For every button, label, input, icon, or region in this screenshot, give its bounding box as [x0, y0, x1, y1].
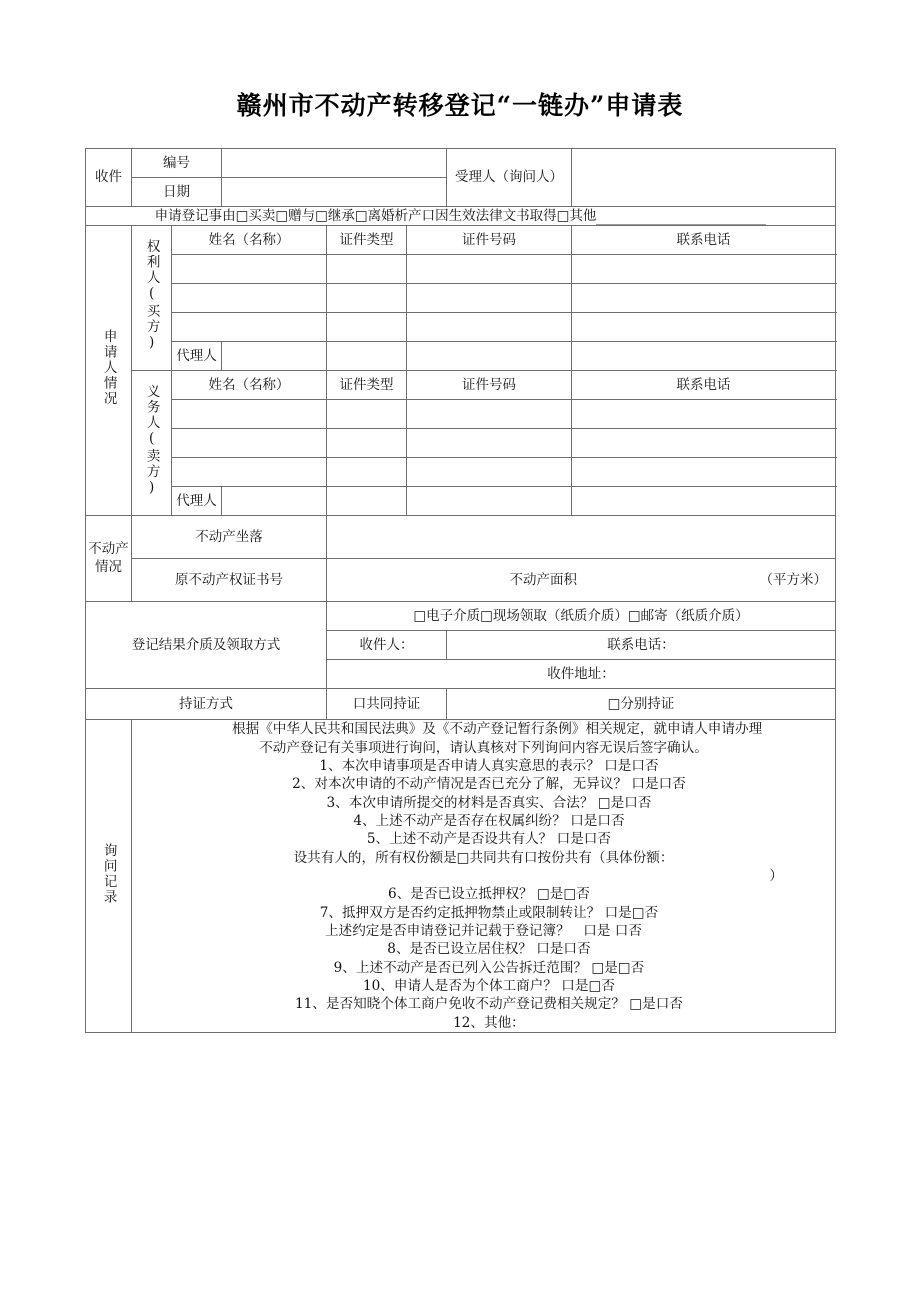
delivery-phone-label: 联系电话：: [607, 637, 675, 654]
inquiry-preamble-line2: 不动产登记有关事项进行询问，请认真核对下列询问内容无误后签字确认。: [259, 739, 708, 756]
rightholder-1-name[interactable]: [172, 284, 327, 313]
reason-prefix: 申请登记事由: [154, 208, 236, 224]
obligor-1-id-number[interactable]: [407, 429, 572, 458]
property-location-label: 不动产坐落: [132, 516, 327, 559]
delivery-option-1-box[interactable]: □: [480, 608, 493, 625]
inquiry-item-8: [132, 940, 835, 958]
reason-option-0-box[interactable]: □: [235, 208, 249, 224]
rightholder-2-phone[interactable]: [572, 313, 836, 342]
inquiry-item-7-no[interactable]: □否: [631, 904, 659, 921]
inquiry-item-1-no[interactable]: 口否: [631, 757, 659, 774]
obligor-header-row: [86, 371, 836, 400]
inquiry-item-2-text: 2、对本次申请的不动产情况是否已充分了解，无异议？: [292, 776, 628, 793]
rightholder-1-phone[interactable]: [572, 284, 836, 313]
rightholder-agent-row: [86, 342, 836, 371]
table-row: [86, 284, 836, 313]
inquiry-item-3-text: 3、本次申请所提交的材料是否真实、合法？: [326, 794, 594, 811]
rightholder-2-id-type[interactable]: [327, 313, 407, 342]
obligor-2-phone[interactable]: [572, 458, 836, 487]
inquiry-item-9: [132, 959, 835, 977]
delivery-label: 登记结果介质及领取方式: [86, 602, 327, 689]
reason-option-0-label: 买卖: [248, 208, 276, 224]
inquiry-item-8-no[interactable]: 口否: [563, 941, 591, 958]
reason-row: [86, 207, 836, 226]
column-header-id-number-2: 证件号码: [407, 371, 572, 400]
property-cert-label: 原不动产权证书号: [132, 559, 327, 602]
obligor-agent-row: [86, 487, 836, 516]
applicant-section-label-text: 申请人情况: [100, 329, 117, 407]
inquiry-item-5-text: 5、上述不动产是否设共有人？: [366, 831, 553, 848]
inquiry-item-6: [132, 885, 835, 903]
delivery-address-label: 收件地址：: [547, 666, 615, 683]
inquiry-content: [132, 720, 836, 1033]
inquiry-item-1-yes[interactable]: 口是: [604, 757, 632, 774]
receipt-number-label: 编号: [132, 149, 222, 178]
inquiry-item-6-text: 6、是否已设立抵押权？: [388, 886, 533, 903]
rightholder-0-phone[interactable]: [572, 255, 836, 284]
obligor-agent-label: 代理人: [172, 487, 222, 516]
rightholder-agent-label: 代理人: [172, 342, 222, 371]
inquiry-item-2-yes[interactable]: 口是: [631, 776, 659, 793]
certificate-holding-row: [86, 689, 836, 720]
inquiry-item-10-no[interactable]: □否: [588, 978, 615, 995]
obligor-label-text: 义务人(卖方): [143, 383, 160, 498]
inquiry-section-label: [86, 720, 132, 1033]
inquiry-item-7: [132, 904, 835, 922]
inquiry-item-5-yes[interactable]: 口是: [556, 831, 584, 848]
delivery-option-2-box[interactable]: □: [627, 608, 641, 625]
holding-option-separate[interactable]: [447, 689, 836, 720]
inquiry-item-11-no[interactable]: 口否: [655, 996, 683, 1013]
table-row: [86, 429, 836, 458]
inquiry-item-1-text: 1、本次申请事项是否申请人真实意思的表示？: [319, 757, 600, 774]
delivery-recipient-field[interactable]: [327, 631, 447, 660]
inquiry-item-3-no[interactable]: 口否: [624, 794, 652, 811]
obligor-2-name[interactable]: [172, 458, 327, 487]
receipt-date-input[interactable]: [222, 178, 447, 207]
obligor-2-id-number[interactable]: [407, 458, 572, 487]
handler-label: 受理人（询问人）: [447, 149, 572, 207]
delivery-option-2-label: 邮寄（纸质介质）: [640, 608, 749, 625]
rightholder-0-id-number[interactable]: [407, 255, 572, 284]
obligor-1-id-type[interactable]: [327, 429, 407, 458]
inquiry-item-2: [132, 775, 835, 793]
rightholder-0-id-type[interactable]: [327, 255, 407, 284]
reason-option-4-label: 因生效法律文书取得: [435, 208, 557, 224]
holding-option-1-label: 分别持证: [620, 696, 675, 713]
rightholder-agent-phone[interactable]: [572, 342, 836, 371]
holding-option-1-box: □: [607, 696, 621, 713]
obligor-1-name[interactable]: [172, 429, 327, 458]
obligor-1-phone[interactable]: [572, 429, 836, 458]
obligor-label: [132, 371, 172, 516]
inquiry-item-4: [132, 812, 835, 830]
inquiry-item-11-text: 11、是否知晓个体工商户免收不动产登记费相关规定？: [294, 996, 625, 1013]
rightholder-agent-name[interactable]: [222, 342, 327, 371]
inquiry-item-8-text: 8、是否已设立居住权？: [387, 941, 532, 958]
inquiry-preamble-line1: 根据《中华人民共和国民法典》及《不动产登记暂行条例》相关规定，就申请人申请办理: [232, 721, 763, 738]
column-header-id-type: 证件类型: [327, 226, 407, 255]
inquiry-item-12[interactable]: 12、其他：: [453, 1014, 525, 1031]
obligor-0-phone[interactable]: [572, 400, 836, 429]
applicant-section-label: [86, 226, 132, 516]
inquiry-item-3-yes[interactable]: □是: [597, 794, 625, 811]
reason-option-4-box[interactable]: 口: [421, 208, 436, 224]
property-area-label: 不动产面积: [509, 572, 577, 589]
obligor-0-name[interactable]: [172, 400, 327, 429]
inquiry-item-6-no[interactable]: □否: [563, 886, 590, 903]
inquiry-item-6-yes[interactable]: □是: [536, 886, 564, 903]
inquiry-item-2-no[interactable]: 口否: [658, 776, 686, 793]
rightholder-label-text: 权利人(买方): [143, 238, 160, 353]
inquiry-row: [86, 720, 836, 1033]
table-row: [86, 458, 836, 487]
inquiry-section-label-text: 询问记录: [100, 842, 117, 905]
page-title: 赣州市不动产转移登记“一链办”申请表: [236, 91, 684, 120]
delivery-phone-field[interactable]: [447, 631, 836, 660]
inquiry-item-7-yes[interactable]: 口是: [604, 904, 632, 921]
inquiry-item-7-text: 7、抵押双方是否约定抵押物禁止或限制转让？: [319, 904, 601, 921]
property-area-cell: [327, 559, 836, 602]
column-header-name-2: 姓名（名称）: [172, 371, 327, 400]
delivery-option-0-box[interactable]: □: [413, 608, 427, 625]
receipt-date-label: 日期: [132, 178, 222, 207]
delivery-option-0-label: 电子介质: [426, 608, 481, 625]
reason-option-2-label: 继承: [327, 208, 355, 224]
column-header-phone-2: 联系电话: [572, 371, 836, 400]
delivery-media-row: [86, 602, 836, 631]
reason-option-3-box[interactable]: □: [354, 208, 368, 224]
inquiry-item-7-sub[interactable]: 上述约定是否申请登记并记载于登记簿？ 口是 口否: [325, 923, 642, 939]
inquiry-item-5-no[interactable]: 口否: [583, 831, 611, 848]
column-header-id-number: 证件号码: [407, 226, 572, 255]
column-header-id-type-2: 证件类型: [327, 371, 407, 400]
rightholder-2-name[interactable]: [172, 313, 327, 342]
reason-option-1-box[interactable]: □: [275, 208, 289, 224]
reason-cell: [86, 207, 836, 226]
certificate-holding-label: 持证方式: [86, 689, 327, 720]
reason-option-5-label: 其他: [569, 208, 597, 224]
table-row: [86, 400, 836, 429]
obligor-0-id-number[interactable]: [407, 400, 572, 429]
obligor-agent-name[interactable]: [222, 487, 327, 516]
handler-input[interactable]: [572, 149, 836, 207]
property-cert-row: [86, 559, 836, 602]
rightholder-0-name[interactable]: [172, 255, 327, 284]
reason-option-2-box[interactable]: □: [315, 208, 328, 224]
rightholder-agent-id-type[interactable]: [327, 342, 407, 371]
property-location-input[interactable]: [327, 516, 836, 559]
obligor-2-id-type[interactable]: [327, 458, 407, 487]
table-row: [86, 313, 836, 342]
property-area-unit: （平方米）: [759, 572, 828, 589]
inquiry-item-9-text: 9、上述不动产是否已列入公告拆迁范围？: [333, 959, 588, 976]
delivery-option-1-label: 现场领取（纸质介质）: [492, 608, 628, 625]
holding-option-0-label: 共同持证: [366, 696, 421, 713]
delivery-recipient-label: 收件人：: [359, 637, 414, 654]
inquiry-item-4-text: 4、上述不动产是否存在权属纠纷？: [353, 812, 566, 829]
inquiry-item-8-yes[interactable]: 口是: [536, 941, 564, 958]
obligor-agent-id-number[interactable]: [407, 487, 572, 516]
inquiry-item-4-yes[interactable]: 口是: [570, 812, 598, 829]
rightholder-header-row: [86, 226, 836, 255]
inquiry-item-4-no[interactable]: 口否: [597, 812, 625, 829]
inquiry-item-10-text: 10、申请人是否为个体工商户？: [362, 978, 557, 995]
inquiry-item-5-close: ）: [769, 867, 784, 884]
obligor-agent-id-type[interactable]: [327, 487, 407, 516]
rightholder-label: [132, 226, 172, 371]
column-header-phone: 联系电话: [572, 226, 836, 255]
inquiry-item-10-yes[interactable]: 口是: [561, 978, 589, 995]
property-section-label: 不动产情况: [86, 516, 132, 602]
column-header-name: 姓名（名称）: [172, 226, 327, 255]
inquiry-item-1: [132, 757, 835, 775]
reason-option-1-label: 赠与: [288, 208, 316, 224]
inquiry-item-11-yes[interactable]: □是: [629, 996, 656, 1013]
inquiry-item-3: [132, 794, 835, 812]
inquiry-item-11: [132, 995, 835, 1013]
rightholder-1-id-type[interactable]: [327, 284, 407, 313]
inquiry-item-9-yes[interactable]: □是: [591, 959, 618, 976]
inquiry-item-10: [132, 977, 835, 995]
reason-option-3-label: 离婚析产: [367, 208, 422, 224]
delivery-options-cell: [327, 602, 836, 631]
application-form-table: [85, 148, 836, 1033]
rightholder-agent-id-number[interactable]: [407, 342, 572, 371]
inquiry-item-5: [132, 830, 835, 848]
obligor-agent-phone[interactable]: [572, 487, 836, 516]
obligor-0-id-type[interactable]: [327, 400, 407, 429]
inquiry-item-9-no[interactable]: □否: [617, 959, 645, 976]
reason-option-5-box[interactable]: □: [556, 208, 570, 224]
receipt-label: 收件: [86, 149, 132, 207]
delivery-address-field[interactable]: [327, 660, 836, 689]
table-row: [86, 255, 836, 284]
holding-option-0-box: 口: [352, 696, 367, 713]
receipt-row-number: [86, 149, 836, 178]
holding-option-joint[interactable]: [327, 689, 447, 720]
reason-other-input[interactable]: [596, 212, 766, 225]
receipt-number-input[interactable]: [222, 149, 447, 178]
rightholder-2-id-number[interactable]: [407, 313, 572, 342]
inquiry-item-5-sub[interactable]: 设共有人的，所有权份额是□共同共有口按份共有（具体份额：: [293, 849, 674, 866]
rightholder-1-id-number[interactable]: [407, 284, 572, 313]
property-location-row: [86, 516, 836, 559]
